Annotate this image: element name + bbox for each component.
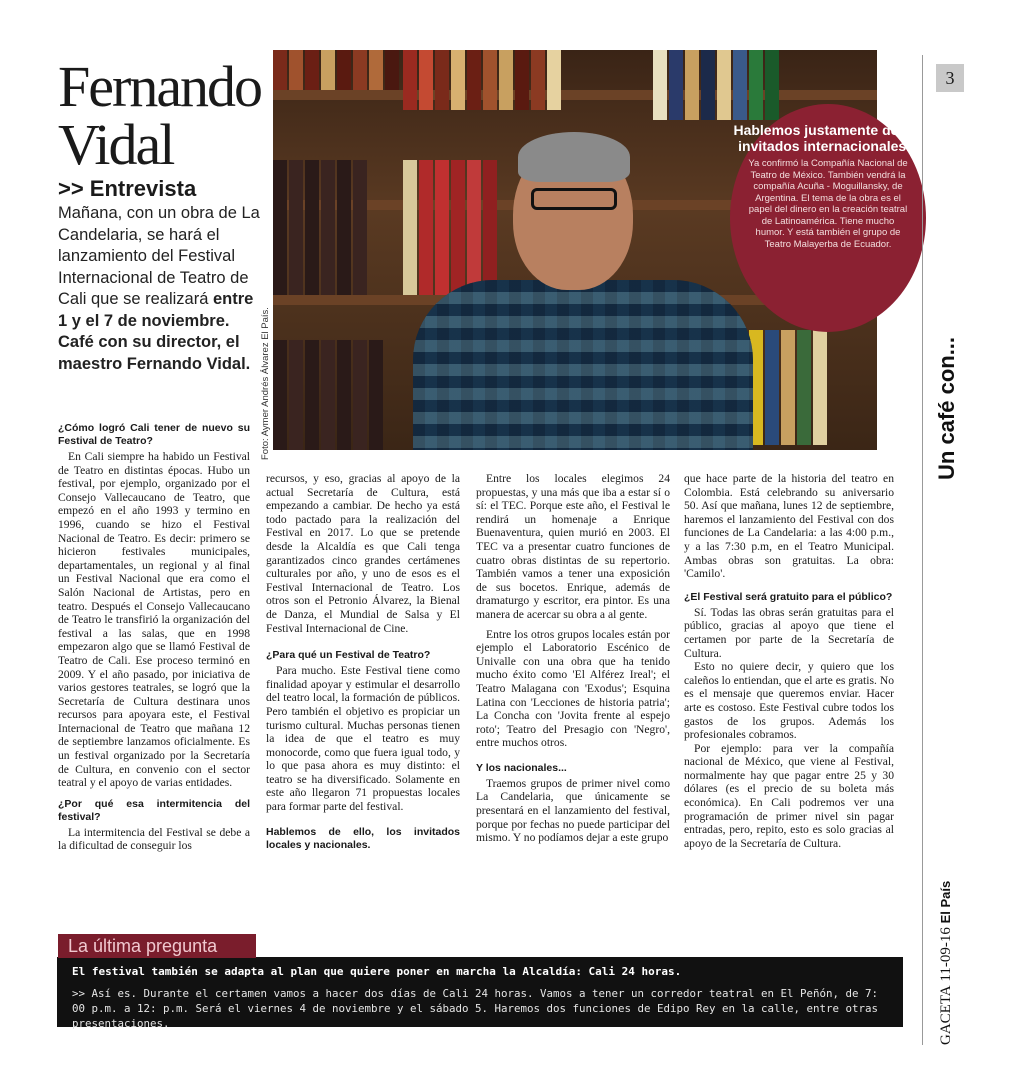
shelf (273, 90, 877, 100)
sidebar-bubble (730, 104, 926, 332)
publication-footer (938, 880, 972, 1045)
book-row (403, 50, 561, 110)
lead-paragraph (58, 203, 263, 375)
answer-paragraph: Esto no quiere decir, y quiero que los caleños lo entiendan, que el arte es gratis. No es el mensaje que queremos enviar. Hacer arte es costoso. Este Festival cubre todos los gastos de los grupos. Además los profesionales cobramos. (684, 660, 894, 742)
answer-paragraph: que hace parte de la historia del teatro en Colombia. Está celebrando su aniversario 50. Así que mañana, lunes 12 de septiembre, haremos el lanzamiento del Festival con dos funciones de La Candelaria: a las 4:00 p.m., y a las 7:30 p.m, en el Teatro Municipal. Ambas obras son gratuitas. La obra: 'Camilo'. (684, 472, 894, 581)
book-row (273, 340, 383, 450)
answer-paragraph: Sí. Todas las obras serán gratuitas para el público, gracias al apoyo que tiene el certamen por parte de la Secretaría de Cultura. (684, 605, 894, 660)
page-number: 3 (936, 64, 964, 92)
article-column-1 (58, 418, 250, 853)
question-heading: Y los nacionales... (476, 761, 567, 774)
article-column-3 (476, 472, 670, 845)
question-heading: Hablemos de ello, los invitados locales y nacionales. (266, 825, 460, 851)
question-heading: ¿El Festival será gratuito para el público? (684, 590, 893, 603)
publication-date: 11-09-16 (938, 927, 954, 982)
section-kicker: >> Entrevista (58, 176, 197, 201)
answer-paragraph: Traemos grupos de primer nivel como La Candelaria, que únicamente se presentará en el lanzamiento del festival, porque por fechas no puede participar del mismo. Y no podíamos dejar a este grupo (476, 776, 670, 845)
book-row (273, 50, 399, 90)
glasses-icon (531, 188, 617, 210)
question-heading: ¿Para qué un Festival de Teatro? (266, 649, 431, 662)
last-question-text: El festival también se adapta al plan que quiere poner en marcha la Alcaldía: Cali 24 horas. (72, 965, 682, 978)
lead-bold-text: entre 1 y el 7 de noviembre. Café con su director, el maestro Fernando Vidal. (58, 290, 254, 373)
article-column-2 (266, 472, 460, 854)
book-row (403, 160, 497, 295)
photo-credit: Foto: Aymer Andrés Álvarez El País. (260, 307, 271, 460)
answer-paragraph: Por ejemplo: para ver la compañía nacional de México, que viene al Festival, normalmente hay que pagar entre 25 y 30 dólares (es el precio de su boleta más económica). En Cali podremos ver una programación de primer nivel sin pagar entradas, pero, repito, esto es solo gracias al apoyo de la Secretaría de Cultura. (684, 741, 894, 850)
book-row (273, 160, 367, 295)
headline (58, 54, 273, 177)
last-question-tab: La última pregunta (58, 934, 256, 958)
person-hair (518, 132, 630, 182)
book-row (653, 50, 779, 120)
bubble-title: Hablemos justamente de los invitados internacionales... (733, 122, 923, 154)
lead-text: Mañana, con un obra de La Candelaria, se hará el lanzamiento del Festival Internacional de Teatro de Cali que se realizará (58, 204, 260, 308)
answer-paragraph: Para mucho. Este Festival tiene como finalidad apoyar y estimular el desarrollo del teatro local, la formación de públicos. Pero también el objetivo es propiciar un turismo cultural. Muchas personas tienen la idea de que el teatro es muy monocorde, como que fuera igual todo, y lo que pasa ahora es muy distinto: el teatro se ha diversificado. Solamente en este año llegaron 71 propuestas locales para formar parte del festival. (266, 664, 460, 814)
answer-paragraph: En Cali siempre ha habido un Festival de Teatro en distintas épocas. Hubo un festival, por ejemplo, organizado por el Consejo Vallecaucano de Teatro, que empezó en el año 1993 y termino en 1996, cuando se hizo el Festival Nacional de Teatro. Es decir: primero se hicieron festivales municipales, departamentales, un regional y al final un Festival Nacional que era como el Salón Nacional de Artistas, pero en teatro. Después el Consejo Vallecaucano de Teatro le transfirió la organización del festival a las salas, que en 1998 empezaron algo que se llamó Festival de Teatro de Cali. Ese proceso terminó en 2009. Y el año pasado, por iniciativa de varios gestores teatrales, se logró que la Secretaría de Cultura destinara unos recursos para apoyara este, el Festival Internacional de Teatro que mañana 12 de septiembre lanzamos oficialmente. Es un festival organizado por la Secretaría de Cultura, en convenio con el sector teatral y el apoyo de varias entidades. (58, 450, 250, 790)
answer-paragraph: Entre los locales elegimos 24 propuestas, y una más que iba a estar sí o sí: el TEC. Porque este año, el Festival le rendirá un homenaje a Enrique Buenaventura, quien murió en 2003. El TEC va a presentar cuatro funciones de cuatro obras distintas de su repertorio. También vamos a tener una exposición de sus bocetos. Enrique, además de dramaturgo y escritor, era pintor. Es una manera de acercar su obra a al gente. (476, 472, 670, 621)
section-title: Un café con... (934, 336, 959, 480)
answer-paragraph: La intermitencia del Festival se debe a la dificultad de conseguir los (58, 825, 250, 853)
headline-line-2: Vidal (58, 112, 174, 177)
publication-brand: El País (938, 880, 953, 924)
question-heading: ¿Por qué esa intermitencia del festival? (58, 797, 250, 823)
last-question-answer: >> Así es. Durante el certamen vamos a hacer dos días de Cali 24 horas. Vamos a tener un corredor teatral en El Peñón, de 7: 00 p.m. a 12: p.m. Será el viernes 4 de noviembre y el sábado 5. Haremos dos funciones de Edipo Rey en la calle, entre otras presentaciones. (72, 987, 879, 1030)
article-column-4 (684, 472, 894, 850)
headline-line-1: Fernando (58, 54, 262, 119)
answer-paragraph: Entre los otros grupos locales están por ejemplo el Laboratorio Escénico de Univalle con una obra que ha tenido mucho éxito como 'El Alférez Ireal'; el Teatro Malagana con 'Exodus'; Esquina Latina con 'Lecciones de historia patria'; La Concha con 'Jovita frente al espejo roto'; Teatro del Presagio con 'Negro', entre muchos otros. (476, 627, 670, 750)
publication-name: GACETA (938, 985, 954, 1045)
question-heading: ¿Cómo logró Cali tener de nuevo su Festival de Teatro? (58, 422, 250, 447)
bubble-text: Ya confirmó la Compañía Nacional de Teatro de México. También vendrá la compañía Acuña - Moguillansky, de Argentina. El tema de la obra es el papel del dinero en la creación teatral de Latinoamérica. Tiene mucho humor. Y está también el grupo de Teatro Malayerba de Ecuador. (748, 158, 908, 250)
answer-paragraph: recursos, y eso, gracias al apoyo de la actual Secretaría de Cultura, está empezando a cambiar. De hecho ya está todo pactado para la realización del Festival en 2017. Lo que se pretende desde la Alcaldía es que Cali tenga garantizados cinco grandes certámenes culturales por año, y uno de esos es el Festival Internacional de Teatro. Los otros son el Petronio Álvarez, la Bienal de Danza, el Mundial de Salsa y El Festival Internacional de Cine. (266, 472, 460, 635)
